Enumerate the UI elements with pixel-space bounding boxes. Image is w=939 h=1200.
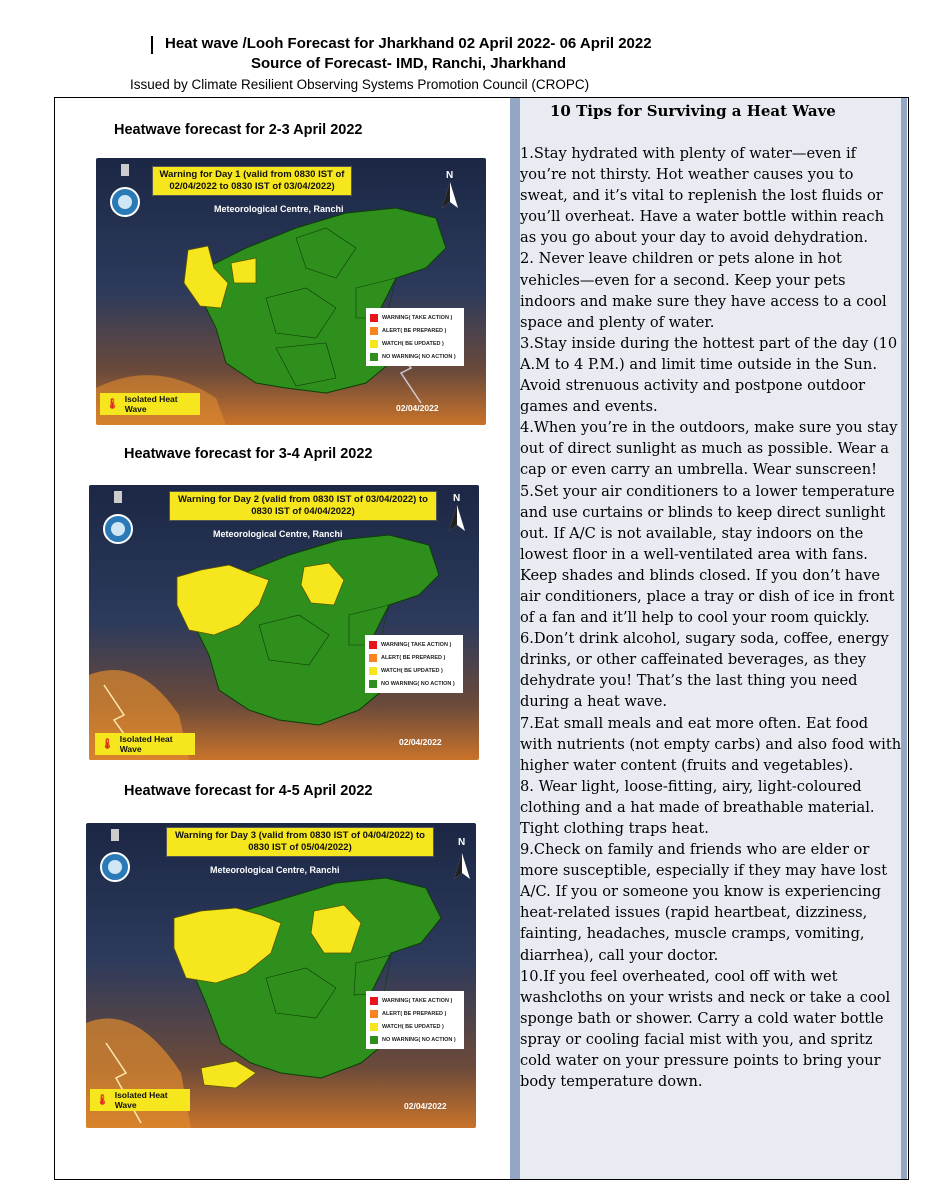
met-centre-label: Meteorological Centre, Ranchi — [213, 529, 343, 539]
warning-banner-day1: Warning for Day 1 (valid from 0830 IST of 02/04/2022 to 0830 IST of 03/04/2022) — [152, 166, 352, 196]
issue-date: 02/04/2022 — [399, 737, 442, 747]
tip-item: 8. Wear light, loose-fitting, airy, light-coloured clothing and a hat made of breathable material. Tight clothing traps heat. — [520, 777, 875, 837]
tip-item: 2. Never leave children or pets alone in hot vehicles—even for a second. Keep your pets indoors and make sure they have access to a cool space and plenty of water. — [520, 250, 887, 331]
legend-no-warning: NO WARNING( NO ACTION ) — [370, 350, 460, 363]
isolated-heat-wave-key: 🌡 Isolated Heat Wave — [90, 1089, 190, 1111]
warning-banner-day2: Warning for Day 2 (valid from 0830 IST of 03/04/2022) to 0830 IST of 04/04/2022) — [169, 491, 437, 521]
legend-no-warning: NO WARNING( NO ACTION ) — [369, 677, 459, 690]
legend-swatch-yellow — [370, 1023, 378, 1031]
thermometer-icon: 🌡 — [106, 398, 119, 410]
legend-warning: WARNING( TAKE ACTION ) — [370, 311, 460, 324]
forecast-map-day1 — [96, 158, 486, 425]
tips-list — [520, 143, 902, 1092]
legend-alert: ALERT( BE PREPARED ) — [370, 324, 460, 337]
legend-swatch-red — [370, 314, 378, 322]
tip-item: 10.If you feel overheated, cool off with wet washcloths on your wrists and neck or take a cool sponge bath or shower. Carry a cold water bottle spray or cooling facial mist with you, and spritz cold water on your pressure points to bring your body temperature down. — [520, 967, 891, 1091]
forecast-map-day3 — [86, 823, 476, 1128]
legend-swatch-red — [369, 641, 377, 649]
legend-swatch-red — [370, 997, 378, 1005]
legend-swatch-yellow — [370, 340, 378, 348]
thermometer-icon: 🌡 — [96, 1094, 109, 1106]
north-label: N — [446, 170, 454, 181]
document-title: Heat wave /Looh Forecast for Jharkhand 02 April 2022- 06 April 2022 — [165, 35, 652, 52]
map-legend — [366, 991, 464, 1049]
met-centre-label: Meteorological Centre, Ranchi — [214, 204, 344, 214]
issuer-line: Issued by Climate Resilient Observing Systems Promotion Council (CROPC) — [130, 77, 590, 92]
tips-title: 10 Tips for Surviving a Heat Wave — [550, 102, 836, 120]
tip-item: 3.Stay inside during the hottest part of the day (10 A.M to 4 P.M.) and limit time outside in the Sun. Avoid strenuous activity and postpone outdoor games and events. — [520, 334, 898, 416]
legend-warning: WARNING( TAKE ACTION ) — [369, 638, 459, 651]
tip-item: 1.Stay hydrated with plenty of water—even if you’re not thirsty. Hot weather causes you to sweat, and it’s vital to replenish the lost fluids or you’ll overheat. Have a water bottle within reach as you go about your day to avoid dehydration. — [520, 145, 884, 247]
north-arrow-icon — [447, 505, 467, 533]
tip-item: 9.Check on family and friends who are elder or more susceptible, especially if they may have lost A/C. If you or someone you know is experiencing heat-related issues (rapid heartbeat, dizziness, fainting, headaches, muscle cramps, vomiting, diarrhea), call your doctor. — [520, 841, 888, 964]
imd-emblem-icon — [110, 164, 140, 219]
map-legend — [366, 308, 464, 366]
legend-swatch-orange — [370, 1010, 378, 1018]
tip-item: 4.When you’re in the outdoors, make sure you stay out of direct sunlight as much as possible. Wear a cap or even carry an umbrella. Wear sunscreen! — [520, 419, 898, 479]
forecast-source: Source of Forecast- IMD, Ranchi, Jharkhand — [251, 55, 567, 72]
north-arrow-icon — [440, 182, 460, 210]
legend-swatch-yellow — [369, 667, 377, 675]
legend-swatch-green — [370, 353, 378, 361]
thermometer-icon: 🌡 — [101, 738, 114, 750]
legend-watch: WATCH( BE UPDATED ) — [369, 664, 459, 677]
north-label: N — [458, 837, 466, 848]
forecast-map-day2 — [89, 485, 479, 760]
map-legend — [365, 635, 463, 693]
tip-item: 6.Don’t drink alcohol, sugary soda, coffee, energy drinks, or other caffeinated beverages, as they dehydrate you! That’s the last thing you need during a heat wave. — [520, 630, 889, 711]
warning-banner-day3: Warning for Day 3 (valid from 0830 IST of 04/04/2022) to 0830 IST of 05/04/2022) — [166, 827, 434, 857]
legend-watch: WATCH( BE UPDATED ) — [370, 337, 460, 350]
legend-swatch-green — [370, 1036, 378, 1044]
legend-swatch-green — [369, 680, 377, 688]
header-rule — [151, 36, 153, 54]
legend-no-warning: NO WARNING( NO ACTION ) — [370, 1033, 460, 1046]
legend-watch: WATCH( BE UPDATED ) — [370, 1020, 460, 1033]
isolated-heat-wave-key: 🌡 Isolated Heat Wave — [100, 393, 200, 415]
legend-alert: ALERT( BE PREPARED ) — [370, 1007, 460, 1020]
legend-swatch-orange — [370, 327, 378, 335]
legend-alert: ALERT( BE PREPARED ) — [369, 651, 459, 664]
issue-date: 02/04/2022 — [396, 403, 439, 413]
imd-emblem-icon — [100, 829, 130, 884]
isolated-heat-wave-key: 🌡 Isolated Heat Wave — [95, 733, 195, 755]
legend-swatch-orange — [369, 654, 377, 662]
tip-item: 5.Set your air conditioners to a lower temperature and use curtains or blinds to keep direct sunlight out. If A/C is not available, stay indoors on the lowest floor in a well-ventilated area with fans. Keep shades and blinds closed. If you don’t have air conditioners, place a tray or dish of ice in front of a fan and it’ll help to cool your room quickly. — [520, 482, 895, 627]
north-label: N — [453, 493, 461, 504]
forecast-title-day2: Heatwave forecast for 3-4 April 2022 — [124, 446, 373, 462]
north-arrow-icon — [452, 853, 472, 881]
met-centre-label: Meteorological Centre, Ranchi — [210, 865, 340, 875]
imd-emblem-icon — [103, 491, 133, 546]
forecast-title-day1: Heatwave forecast for 2-3 April 2022 — [114, 122, 363, 138]
legend-warning: WARNING( TAKE ACTION ) — [370, 994, 460, 1007]
tip-item: 7.Eat small meals and eat more often. Eat food with nutrients (not empty carbs) and also food with higher water content (fruits and vegetables). — [520, 714, 902, 774]
issue-date: 02/04/2022 — [404, 1101, 447, 1111]
forecast-title-day3: Heatwave forecast for 4-5 April 2022 — [124, 783, 373, 799]
